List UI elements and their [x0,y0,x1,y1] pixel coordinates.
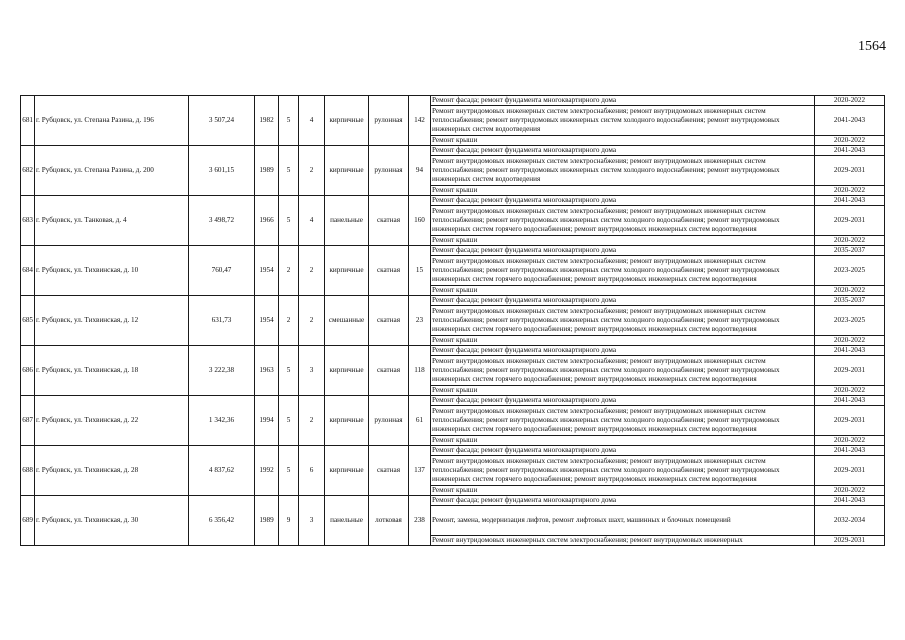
residents-count: 160 [409,196,431,246]
table-row [21,346,885,356]
work-description: Ремонт внутридомовых инженерных систем электроснабжения; ремонт внутридомовых инженерных систем теплоснабжения; ремонт внутридомовых инженерных систем холодного водоснабжения; ремонт внутридомовых инженерных систем горячего водоснабжения; ремонт внутридомовых инженерных систем водоотведения [431,356,815,386]
construction-year: 1982 [255,96,279,146]
row-number: 687 [21,396,35,446]
table-row [21,296,885,306]
wall-material: кирпичные [325,346,369,396]
floors-count: 5 [279,196,299,246]
work-period: 2020-2022 [815,186,885,196]
work-period: 2041-2043 [815,446,885,456]
work-period: 2023-2025 [815,306,885,336]
residents-count: 23 [409,296,431,346]
work-description: Ремонт крыши [431,286,815,296]
work-period: 2020-2022 [815,96,885,106]
work-description: Ремонт фасада; ремонт фундамента многоквартирного дома [431,296,815,306]
building-address: г. Рубцовск, ул. Степана Разина, д. 196 [35,96,189,146]
work-period: 2029-2031 [815,356,885,386]
residents-count: 137 [409,446,431,496]
work-description: Ремонт внутридомовых инженерных систем электроснабжения; ремонт внутридомовых инженерных систем теплоснабжения; ремонт внутридомовых инженерных систем холодного водоснабжения; ремонт внутридомовых инженерных систем горячего водоснабжения; ремонт внутридомовых инженерных систем водоотведения [431,306,815,336]
work-description: Ремонт фасада; ремонт фундамента многоквартирного дома [431,346,815,356]
floors-count: 5 [279,96,299,146]
work-description: Ремонт крыши [431,236,815,246]
building-address: г. Рубцовск, ул. Тихвинская, д. 30 [35,496,189,546]
work-period: 2029-2031 [815,406,885,436]
work-description: Ремонт внутридомовых инженерных систем электроснабжения; ремонт внутридомовых инженерных систем теплоснабжения; ремонт внутридомовых инженерных систем холодного водоснабжения; ремонт внутридомовых инженерных систем горячего водоснабжения; ремонт внутридомовых инженерных систем водоотведения [431,406,815,436]
work-description: Ремонт фасада; ремонт фундамента многоквартирного дома [431,396,815,406]
work-description: Ремонт фасада; ремонт фундамента многоквартирного дома [431,246,815,256]
floors-count: 5 [279,146,299,196]
construction-year: 1994 [255,396,279,446]
row-number: 689 [21,496,35,546]
building-address: г. Рубцовск, ул. Тихвинская, д. 28 [35,446,189,496]
construction-year: 1989 [255,496,279,546]
building-address: г. Рубцовск, ул. Тихвинская, д. 18 [35,346,189,396]
residents-count: 118 [409,346,431,396]
building-address: г. Рубцовск, ул. Тихвинская, д. 22 [35,396,189,446]
building-area: 4 837,62 [189,446,255,496]
work-description: Ремонт, замена, модернизация лифтов, ремонт лифтовых шахт, машинных и блочных помещений [431,506,815,536]
building-address: г. Рубцовск, ул. Степана Разина, д. 200 [35,146,189,196]
work-period: 2029-2031 [815,536,885,546]
table-row [21,446,885,456]
building-area: 760,47 [189,246,255,296]
roof-type: скатная [369,246,409,296]
entrances-count: 4 [299,96,325,146]
floors-count: 2 [279,296,299,346]
entrances-count: 3 [299,346,325,396]
floors-count: 5 [279,446,299,496]
residents-count: 142 [409,96,431,146]
construction-year: 1954 [255,246,279,296]
building-area: 3 498,72 [189,196,255,246]
building-address: г. Рубцовск, ул. Тихвинская, д. 10 [35,246,189,296]
row-number: 681 [21,96,35,146]
row-number: 688 [21,446,35,496]
roof-type: скатная [369,446,409,496]
work-period: 2020-2022 [815,436,885,446]
table-row [21,396,885,406]
building-area: 631,73 [189,296,255,346]
table-row [21,146,885,156]
wall-material: кирпичные [325,396,369,446]
roof-type: рулонная [369,396,409,446]
table-row [21,196,885,206]
work-description: Ремонт фасада; ремонт фундамента многоквартирного дома [431,496,815,506]
work-description: Ремонт крыши [431,486,815,496]
work-description: Ремонт внутридомовых инженерных систем электроснабжения; ремонт внутридомовых инженерных систем теплоснабжения; ремонт внутридомовых инженерных систем холодного водоснабжения; ремонт внутридомовых инженерных систем водоотведения [431,106,815,136]
building-area: 6 356,42 [189,496,255,546]
table-row [21,96,885,106]
entrances-count: 2 [299,246,325,296]
entrances-count: 2 [299,296,325,346]
roof-type: скатная [369,346,409,396]
work-description: Ремонт внутридомовых инженерных систем электроснабжения; ремонт внутридомовых инженерных [431,536,815,546]
roof-type: скатная [369,296,409,346]
row-number: 682 [21,146,35,196]
residents-count: 94 [409,146,431,196]
residents-count: 61 [409,396,431,446]
building-area: 3 601,15 [189,146,255,196]
construction-year: 1992 [255,446,279,496]
building-address: г. Рубцовск, ул. Танковая, д. 4 [35,196,189,246]
work-description: Ремонт внутридомовых инженерных систем электроснабжения; ремонт внутридомовых инженерных систем теплоснабжения; ремонт внутридомовых инженерных систем холодного водоснабжения; ремонт внутридомовых инженерных систем горячего водоснабжения; ремонт внутридомовых инженерных систем водоотведения [431,256,815,286]
work-period: 2020-2022 [815,136,885,146]
work-period: 2041-2043 [815,146,885,156]
entrances-count: 2 [299,396,325,446]
work-period: 2035-2037 [815,296,885,306]
work-period: 2041-2043 [815,346,885,356]
work-description: Ремонт крыши [431,386,815,396]
work-description: Ремонт внутридомовых инженерных систем электроснабжения; ремонт внутридомовых инженерных систем теплоснабжения; ремонт внутридомовых инженерных систем холодного водоснабжения; ремонт внутридомовых инженерных систем горячего водоснабжения; ремонт внутридомовых инженерных систем водоотведения [431,206,815,236]
row-number: 685 [21,296,35,346]
work-description: Ремонт фасада; ремонт фундамента многоквартирного дома [431,446,815,456]
work-period: 2020-2022 [815,486,885,496]
roof-type: скатная [369,196,409,246]
work-period: 2029-2031 [815,206,885,236]
roof-type: рулонная [369,96,409,146]
residents-count: 238 [409,496,431,546]
table-row [21,496,885,506]
wall-material: панельные [325,196,369,246]
work-period: 2023-2025 [815,256,885,286]
building-area: 3 507,24 [189,96,255,146]
floors-count: 2 [279,246,299,296]
work-period: 2041-2043 [815,196,885,206]
entrances-count: 2 [299,146,325,196]
construction-year: 1954 [255,296,279,346]
work-period: 2032-2034 [815,506,885,536]
housing-registry-table [20,95,885,546]
entrances-count: 6 [299,446,325,496]
work-period: 2020-2022 [815,386,885,396]
construction-year: 1989 [255,146,279,196]
entrances-count: 4 [299,196,325,246]
work-description: Ремонт внутридомовых инженерных систем электроснабжения; ремонт внутридомовых инженерных систем теплоснабжения; ремонт внутридомовых инженерных систем холодного водоснабжения; ремонт внутридомовых инженерных систем горячего водоснабжения; ремонт внутридомовых инженерных систем водоотведения [431,456,815,486]
floors-count: 5 [279,396,299,446]
work-period: 2020-2022 [815,286,885,296]
work-description: Ремонт крыши [431,436,815,446]
roof-type: рулонная [369,146,409,196]
entrances-count: 3 [299,496,325,546]
page-number: 1564 [858,39,886,54]
work-description: Ремонт крыши [431,136,815,146]
roof-type: лотковая [369,496,409,546]
work-description: Ремонт крыши [431,336,815,346]
floors-count: 9 [279,496,299,546]
work-period: 2029-2031 [815,156,885,186]
work-description: Ремонт фасада; ремонт фундамента многоквартирного дома [431,146,815,156]
building-area: 3 222,38 [189,346,255,396]
wall-material: смешанные [325,296,369,346]
table-body [21,96,885,546]
work-period: 2029-2031 [815,456,885,486]
wall-material: кирпичные [325,446,369,496]
work-period: 2020-2022 [815,336,885,346]
work-period: 2035-2037 [815,246,885,256]
wall-material: кирпичные [325,146,369,196]
work-description: Ремонт крыши [431,186,815,196]
wall-material: кирпичные [325,246,369,296]
work-period: 2020-2022 [815,236,885,246]
work-period: 2041-2043 [815,496,885,506]
building-area: 1 342,36 [189,396,255,446]
construction-year: 1963 [255,346,279,396]
work-description: Ремонт фасада; ремонт фундамента многоквартирного дома [431,196,815,206]
work-description: Ремонт фасада; ремонт фундамента многоквартирного дома [431,96,815,106]
work-description: Ремонт внутридомовых инженерных систем электроснабжения; ремонт внутридомовых инженерных систем теплоснабжения; ремонт внутридомовых инженерных систем холодного водоснабжения; ремонт внутридомовых инженерных систем водоотведения [431,156,815,186]
row-number: 684 [21,246,35,296]
wall-material: кирпичные [325,96,369,146]
floors-count: 5 [279,346,299,396]
wall-material: панельные [325,496,369,546]
residents-count: 15 [409,246,431,296]
construction-year: 1966 [255,196,279,246]
table-row [21,246,885,256]
row-number: 683 [21,196,35,246]
work-period: 2041-2043 [815,396,885,406]
row-number: 686 [21,346,35,396]
work-period: 2041-2043 [815,106,885,136]
building-address: г. Рубцовск, ул. Тихвинская, д. 12 [35,296,189,346]
